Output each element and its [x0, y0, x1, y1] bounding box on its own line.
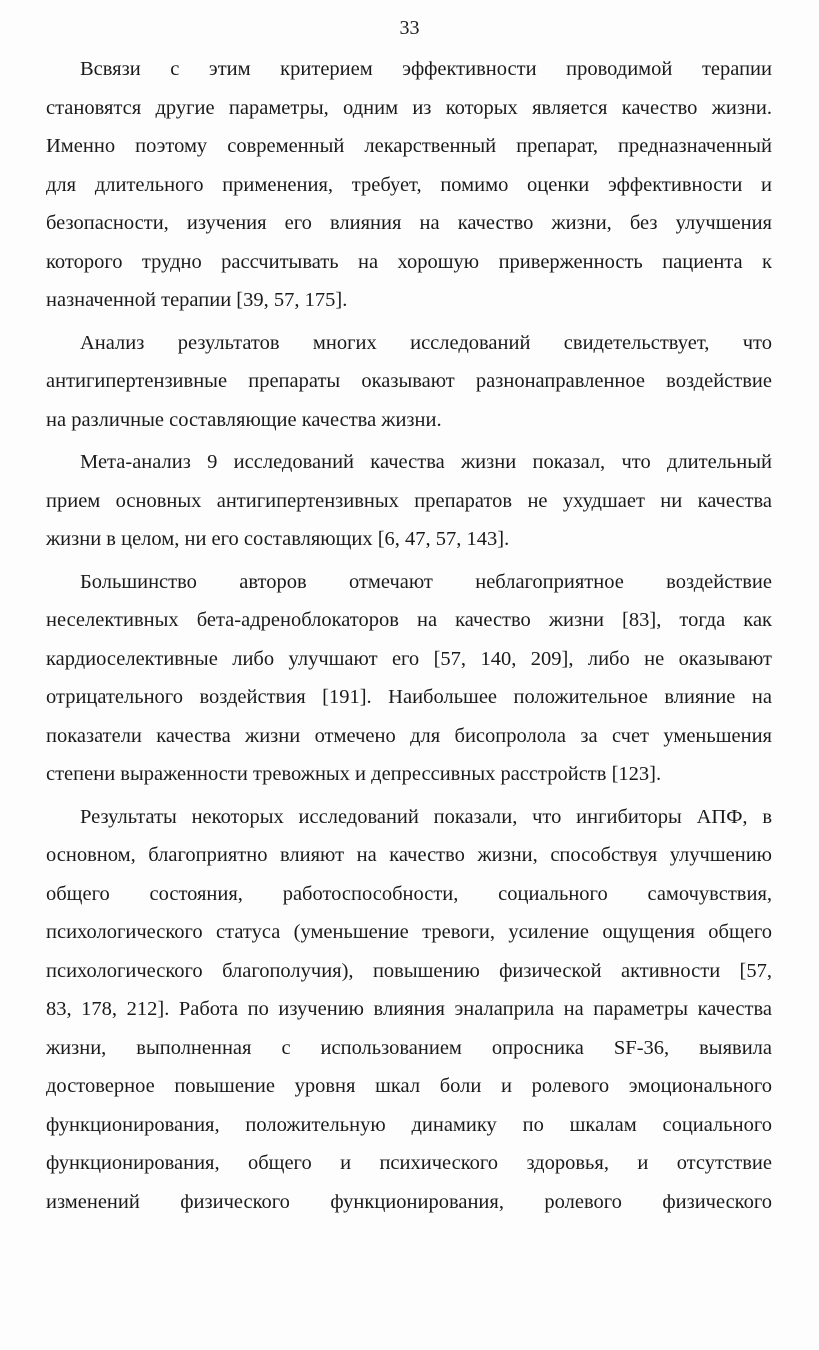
text-line: Всвязи с этим критерием эффективности проводимой терапии: [80, 58, 772, 80]
text-line: Мета-анализ 9 исследований качества жизни показал, что длительный: [80, 451, 772, 473]
text-line: Большинство авторов отмечают неблагоприятное воздействие: [80, 570, 772, 593]
text-line: степени выраженности тревожных и депрессивных расстройств [123].: [46, 763, 662, 785]
text-line: жизни, выполненная с использованием опросника SF-36, выявила: [46, 1036, 772, 1059]
text-line: психологического благополучия), повышению физической активности [57,: [46, 959, 772, 982]
text-line: назначенной терапии [39, 57, 175].: [46, 289, 348, 311]
text-line: общего состояния, работоспособности, социального самочувствия,: [46, 882, 772, 905]
text-line: на различные составляющие качества жизни.: [46, 408, 442, 431]
body-text: [46, 50, 772, 1221]
text-line: становятся другие параметры, одним из которых является качество жизни.: [46, 96, 772, 119]
text-line: психологического статуса (уменьшение тревоги, усиление ощущения общего: [46, 921, 772, 943]
text-line: антигипертензивные препараты оказывают разнонаправленное воздействие: [46, 370, 772, 392]
text-line: функционирования, общего и психического здоровья, и отсутствие: [46, 1152, 772, 1174]
paragraph: [46, 563, 772, 794]
text-line: которого трудно рассчитывать на хорошую приверженность пациента к: [46, 250, 772, 273]
text-line: для длительного применения, требует, помимо оценки эффективности и: [46, 173, 772, 196]
text-line: безопасности, изучения его влияния на качество жизни, без улучшения: [46, 212, 772, 234]
text-line: основном, благоприятно влияют на качество жизни, способствуя улучшению: [46, 844, 772, 866]
paragraph: [46, 324, 772, 440]
text-line: функционирования, положительную динамику по шкалам социального: [46, 1113, 772, 1136]
paragraph: [46, 798, 772, 1222]
text-line: жизни в целом, ни его составляющих [6, 47, 57, 143].: [46, 528, 510, 550]
text-line: прием основных антигипертензивных препаратов не ухудшает ни качества: [46, 489, 772, 512]
text-line: Анализ результатов многих исследований свидетельствует, что: [80, 331, 772, 354]
text-line: достоверное повышение уровня шкал боли и ролевого эмоционального: [46, 1075, 772, 1097]
paragraph: [46, 443, 772, 559]
paragraph: [46, 50, 772, 320]
text-line: 83, 178, 212]. Работа по изучению влияния эналаприла на параметры качества: [46, 998, 772, 1020]
text-line: кардиоселективные либо улучшают его [57, 140, 209], либо не оказывают: [46, 647, 772, 670]
page-number: 33: [399, 17, 420, 39]
text-line: Именно поэтому современный лекарственный препарат, предназначенный: [46, 135, 772, 157]
text-line: изменений физического функционирования, ролевого физического: [46, 1190, 772, 1213]
text-line: неселективных бета-адреноблокаторов на качество жизни [83], тогда как: [46, 609, 772, 631]
text-line: отрицательного воздействия [191]. Наибольшее положительное влияние на: [46, 686, 772, 708]
text-line: Результаты некоторых исследований показали, что ингибиторы АПФ, в: [80, 805, 772, 828]
text-line: показатели качества жизни отмечено для бисопролола за счет уменьшения: [46, 724, 772, 747]
